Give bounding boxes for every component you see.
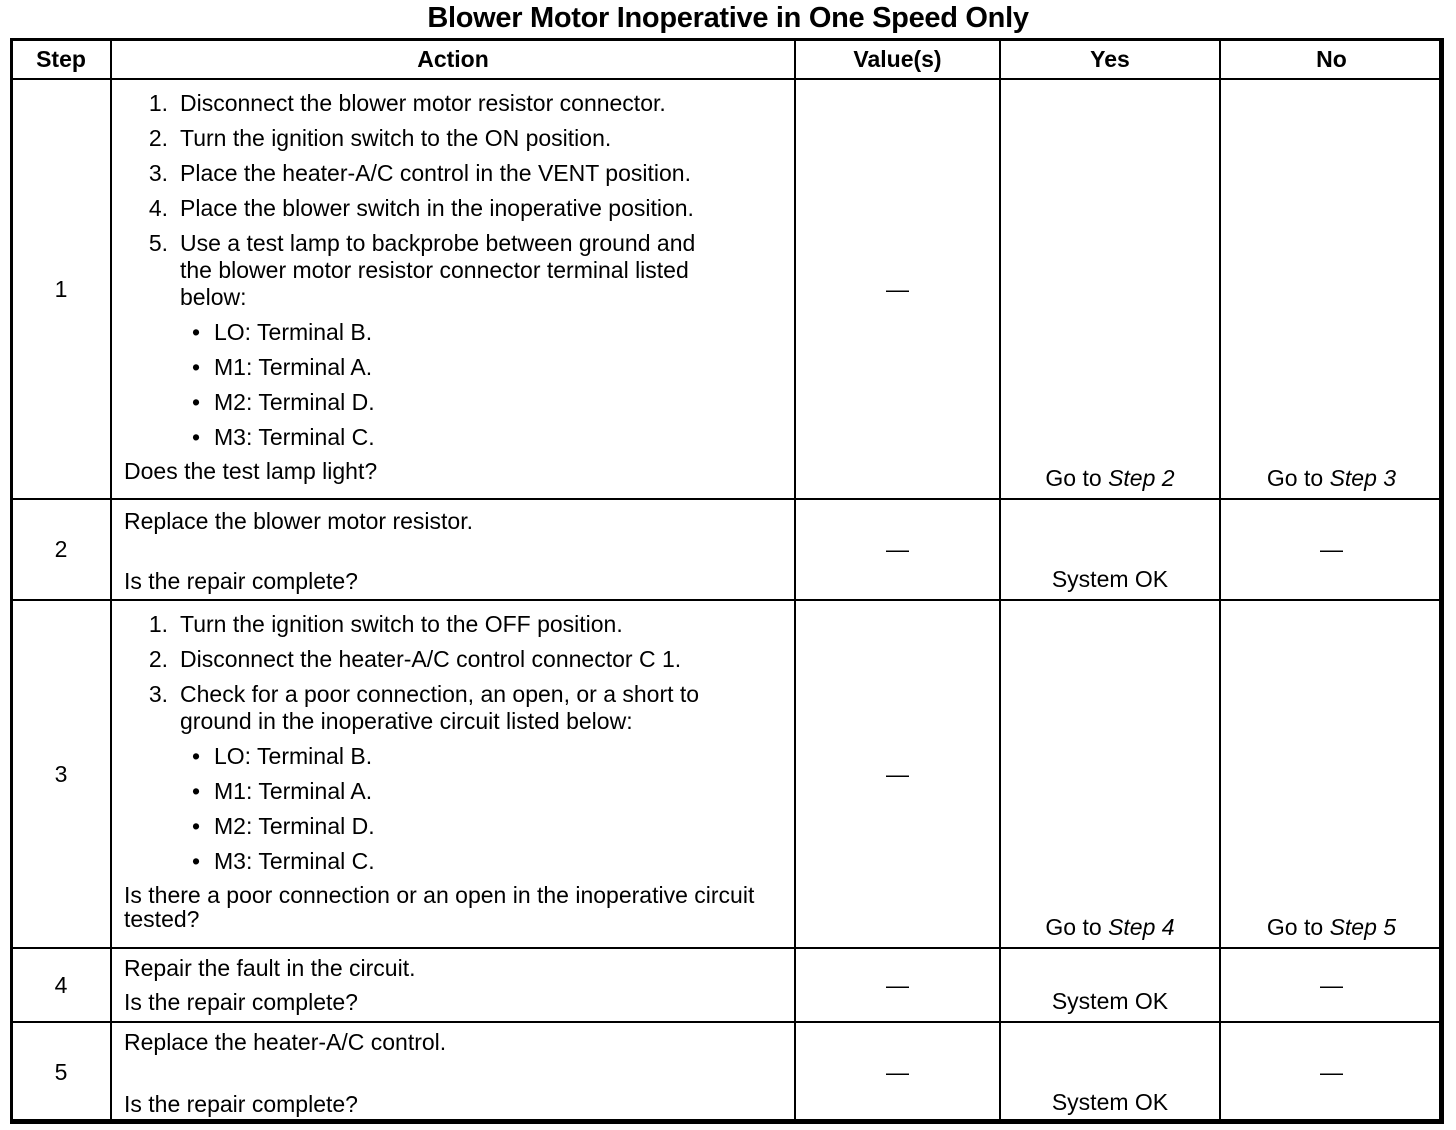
yes-cell: System OK — [1000, 499, 1220, 600]
yes-cell: System OK — [1000, 948, 1220, 1022]
dash-value: — — [1320, 536, 1343, 562]
action-question: Is there a poor connection or an open in the inoperative circuit tested? — [124, 882, 755, 932]
dash-value: — — [886, 760, 909, 787]
bullet-item: M2: Terminal D. — [214, 813, 375, 839]
no-prefix: Go to — [1266, 914, 1324, 940]
action-item: Place the heater-A/C control in the VENT position. — [180, 160, 691, 186]
header-yes: Yes — [1000, 39, 1220, 79]
yes-prefix: Go to — [1045, 465, 1102, 491]
dash-value: — — [1320, 1059, 1343, 1085]
step-number: 4 — [11, 948, 111, 1022]
action-cell: 1. Disconnect the blower motor resistor connector. 2. Turn the ignition switch to the ON position. 3. Place the heater-A/C control in the VENT position. 4. Place the blower switch in the inoperative position. 5. Use a test lamp to backprobe between ground and the blower motor resistor connector terminal listed below: • LO: Terminal B. • M1: Terminal A. • M2: Terminal D. • M3: Terminal C. Does the test lamp light? — [111, 79, 795, 499]
table-outer-border — [10, 38, 1442, 1122]
step-number: 3 — [11, 600, 111, 948]
action-item: Disconnect the blower motor resistor connector. — [180, 90, 666, 116]
header-step: Step — [11, 39, 111, 79]
action-item: Turn the ignition switch to the OFF position. — [180, 611, 623, 637]
yes-step-link[interactable]: Step 4 — [1108, 914, 1175, 940]
yes-cell: System OK — [1000, 1022, 1220, 1123]
step-number: 1 — [11, 79, 111, 499]
action-text: Repair the fault in the circuit. — [124, 955, 416, 981]
action-text: Replace the blower motor resistor. — [124, 508, 473, 534]
no-prefix: Go to — [1266, 465, 1324, 491]
dash-value: — — [886, 536, 909, 562]
dash-value: — — [886, 275, 909, 302]
yes-prefix: Go to — [1045, 914, 1102, 940]
dash-value: — — [1320, 971, 1343, 998]
no-step-link[interactable]: Step 5 — [1329, 914, 1397, 940]
page-title: Blower Motor Inoperative in One Speed Only — [427, 2, 1029, 34]
bullet-item: M1: Terminal A. — [214, 354, 373, 380]
action-question: Is the repair complete? — [124, 568, 358, 594]
action-item: Place the blower switch in the inoperative position. — [180, 195, 694, 221]
bullet-item: M3: Terminal C. — [214, 424, 375, 450]
action-item: Use a test lamp to backprobe between ground and the blower motor resistor connector terminal listed below: — [180, 230, 696, 310]
header-values: Value(s) — [795, 39, 1000, 79]
action-question: Does the test lamp light? — [124, 458, 378, 484]
yes-step-link[interactable]: Step 2 — [1108, 465, 1175, 491]
no-step-link[interactable]: Step 3 — [1329, 465, 1397, 491]
bullet-item: M1: Terminal A. — [214, 778, 373, 804]
action-item: Disconnect the heater-A/C control connector C 1. — [180, 646, 682, 672]
action-item: Check for a poor connection, an open, or a short to ground in the inoperative circuit listed below: — [180, 681, 700, 734]
dash-value: — — [886, 1059, 909, 1085]
action-question: Is the repair complete? — [124, 1091, 358, 1117]
action-text: Replace the heater-A/C control. — [124, 1029, 447, 1055]
bullet-item: M3: Terminal C. — [214, 848, 375, 874]
header-no: No — [1220, 39, 1443, 79]
action-item: Turn the ignition switch to the ON position. — [180, 125, 612, 151]
bullet-item: LO: Terminal B. — [214, 743, 373, 769]
bullet-item: M2: Terminal D. — [214, 389, 375, 415]
action-cell: 1. Turn the ignition switch to the OFF position. 2. Disconnect the heater-A/C control connector C 1. 3. Check for a poor connection, an open, or a short to ground in the inoperative circuit listed below: • LO: Terminal B. • M1: Terminal A. • M2: Terminal D. • M3: Terminal C. Is there a poor connection or an open in the inoperative circuit tested? — [111, 600, 795, 948]
header-action: Action — [111, 39, 795, 79]
step-number: 5 — [11, 1022, 111, 1123]
dash-value: — — [886, 971, 909, 998]
bullet-item: LO: Terminal B. — [214, 319, 373, 345]
step-number: 2 — [11, 499, 111, 600]
action-question: Is the repair complete? — [124, 989, 358, 1015]
